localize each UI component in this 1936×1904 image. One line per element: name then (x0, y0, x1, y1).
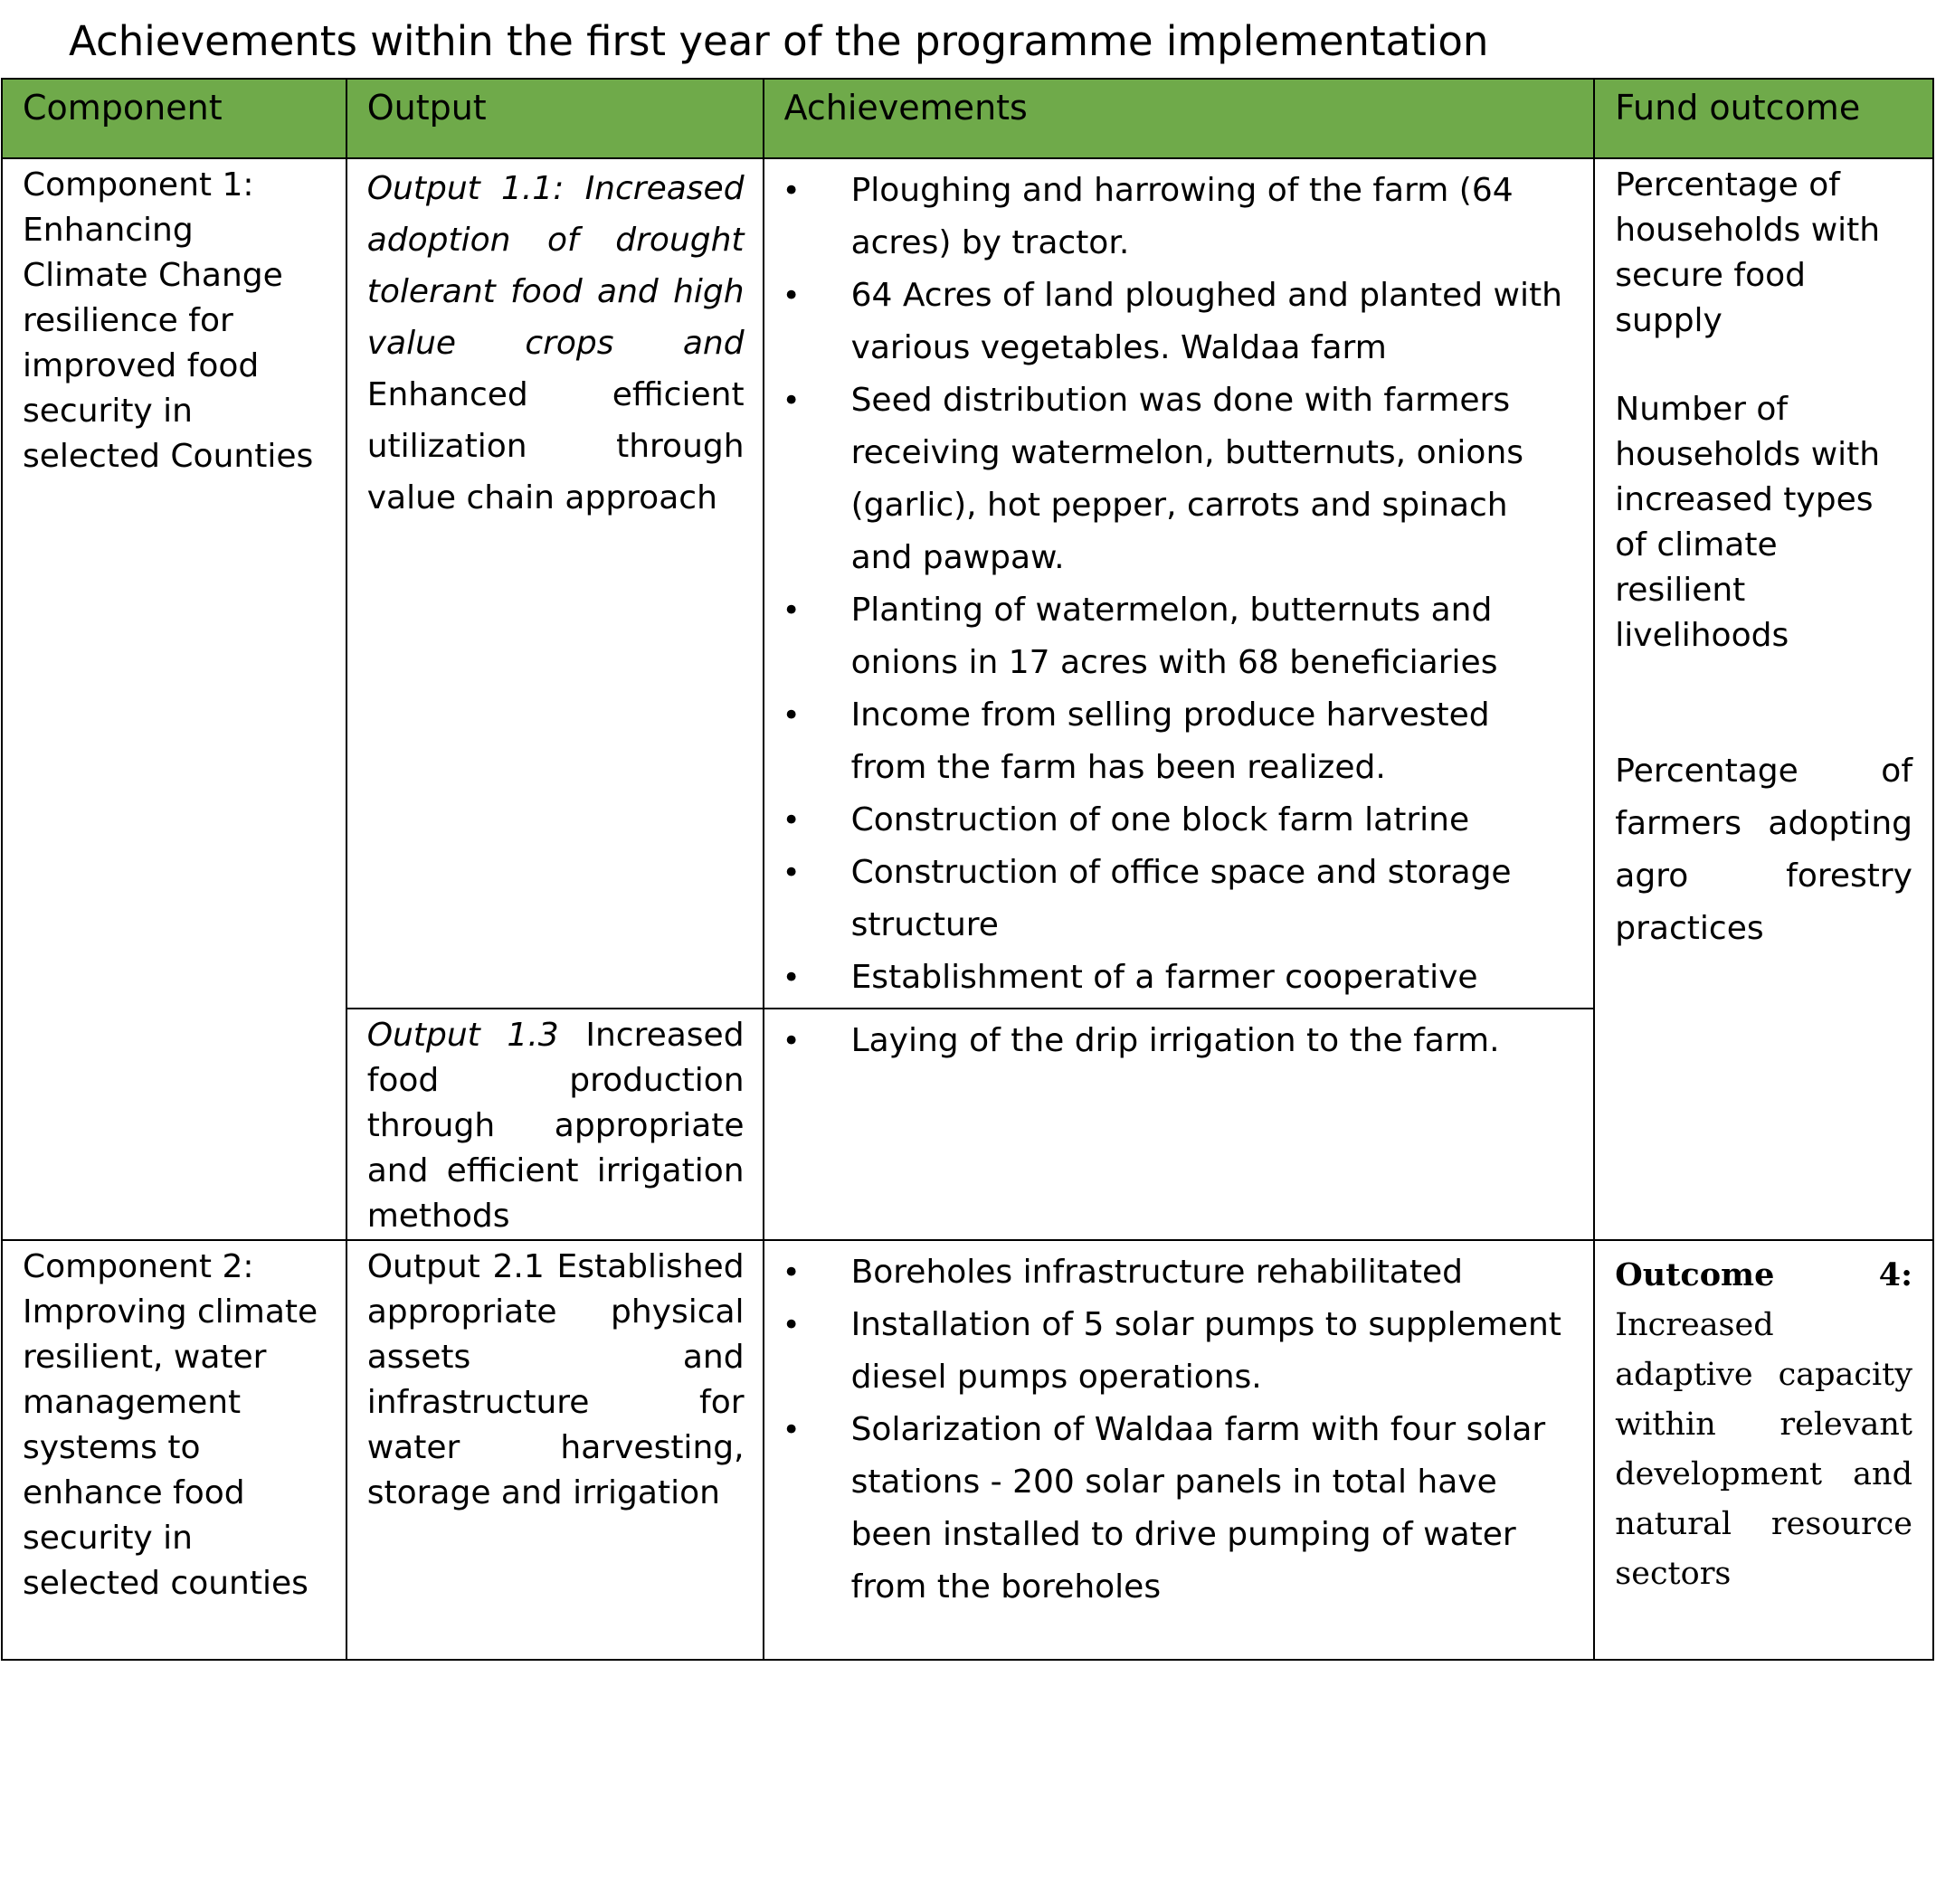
list-item: • Seed distribution was done with farmers receiving watermelon, butternuts, onions (garlic), hot pepper, carrots and spinach and pawpaw. (764, 374, 1576, 584)
achievements-table (1, 78, 1934, 1661)
list-item: • Solarization of Waldaa farm with four solar stations - 200 solar panels in total have been installed to drive pumping of water from the boreholes (764, 1404, 1576, 1614)
component-text: Enhancing Climate Change resilience for improved food security in selected Counties (23, 212, 314, 475)
fund-outcome-item: Percentage of households with secure food supply (1615, 166, 1881, 339)
list-item: • Planting of watermelon, butternuts and onions in 17 acres with 68 beneficiaries (764, 584, 1576, 689)
fund-outcome-item: Number of households with increased types of climate resilient livelihoods (1615, 391, 1881, 654)
list-item: • Income from selling produce harvested from the farm has been realized. (764, 689, 1576, 794)
output-text-italic: Increased adoption of drought tolerant food and high value crops and (366, 170, 745, 362)
output-cell (346, 1240, 764, 1660)
achievements-cell (764, 158, 1595, 1009)
output-text: Enhanced efficient utilization through value chain approach (366, 376, 745, 516)
achievements-list (764, 159, 1594, 1004)
achievements-cell (764, 1240, 1595, 1660)
achievements-list (764, 1009, 1594, 1067)
list-item: • Installation of 5 solar pumps to supplement diesel pumps operations. (764, 1299, 1576, 1404)
table-row (2, 1240, 1933, 1660)
header-fund-outcome: Fund outcome (1594, 79, 1933, 158)
component-cell (2, 158, 346, 1240)
fund-outcome-item: Percentage of farmers adopting agro forestry practices (1615, 753, 1912, 947)
output-cell (346, 1009, 764, 1240)
output-label: Output 1.3 (366, 1017, 559, 1054)
table-header-row (2, 79, 1933, 158)
component-label: Component 1: (23, 166, 254, 204)
output-label: Output 2.1 (366, 1248, 545, 1285)
output-cell (346, 158, 764, 1009)
output-text: Established appropriate physical assets and infrastructure for water harvesting, storage and irrigation (366, 1248, 745, 1511)
fund-outcome-cell (1594, 1240, 1933, 1660)
component-label: Component 2: (23, 1248, 254, 1285)
fund-outcome-label: Outcome 4: (1615, 1256, 1912, 1293)
document-title: Achievements within the first year of the programme implementation (69, 17, 1489, 65)
list-item: • Establishment of a farmer cooperative (764, 952, 1576, 1004)
component-cell (2, 1240, 346, 1660)
header-component: Component (2, 79, 346, 158)
output-text: Increased food production through appropriate and efficient irrigation methods (366, 1017, 745, 1235)
header-achievements: Achievements (764, 79, 1595, 158)
list-item: • Laying of the drip irrigation to the farm. (764, 1015, 1576, 1067)
list-item: • Ploughing and harrowing of the farm (64 acres) by tractor. (764, 165, 1576, 270)
fund-outcome-text: Increased adaptive capacity within relevant development and natural resource sectors (1615, 1307, 1912, 1592)
achievements-cell (764, 1009, 1595, 1240)
component-text: Improving climate resilient, water management systems to enhance food security in selected counties (23, 1293, 318, 1602)
list-item: • 64 Acres of land ploughed and planted with various vegetables. Waldaa farm (764, 270, 1576, 374)
list-item: • Boreholes infrastructure rehabilitated (764, 1246, 1576, 1299)
table-row (2, 158, 1933, 1009)
header-output: Output (346, 79, 764, 158)
fund-outcome-cell (1594, 158, 1933, 1240)
list-item: • Construction of one block farm latrine (764, 794, 1576, 847)
output-label: Output 1.1: (366, 170, 565, 207)
list-item: • Construction of office space and storage structure (764, 847, 1576, 952)
achievements-list (764, 1241, 1594, 1614)
